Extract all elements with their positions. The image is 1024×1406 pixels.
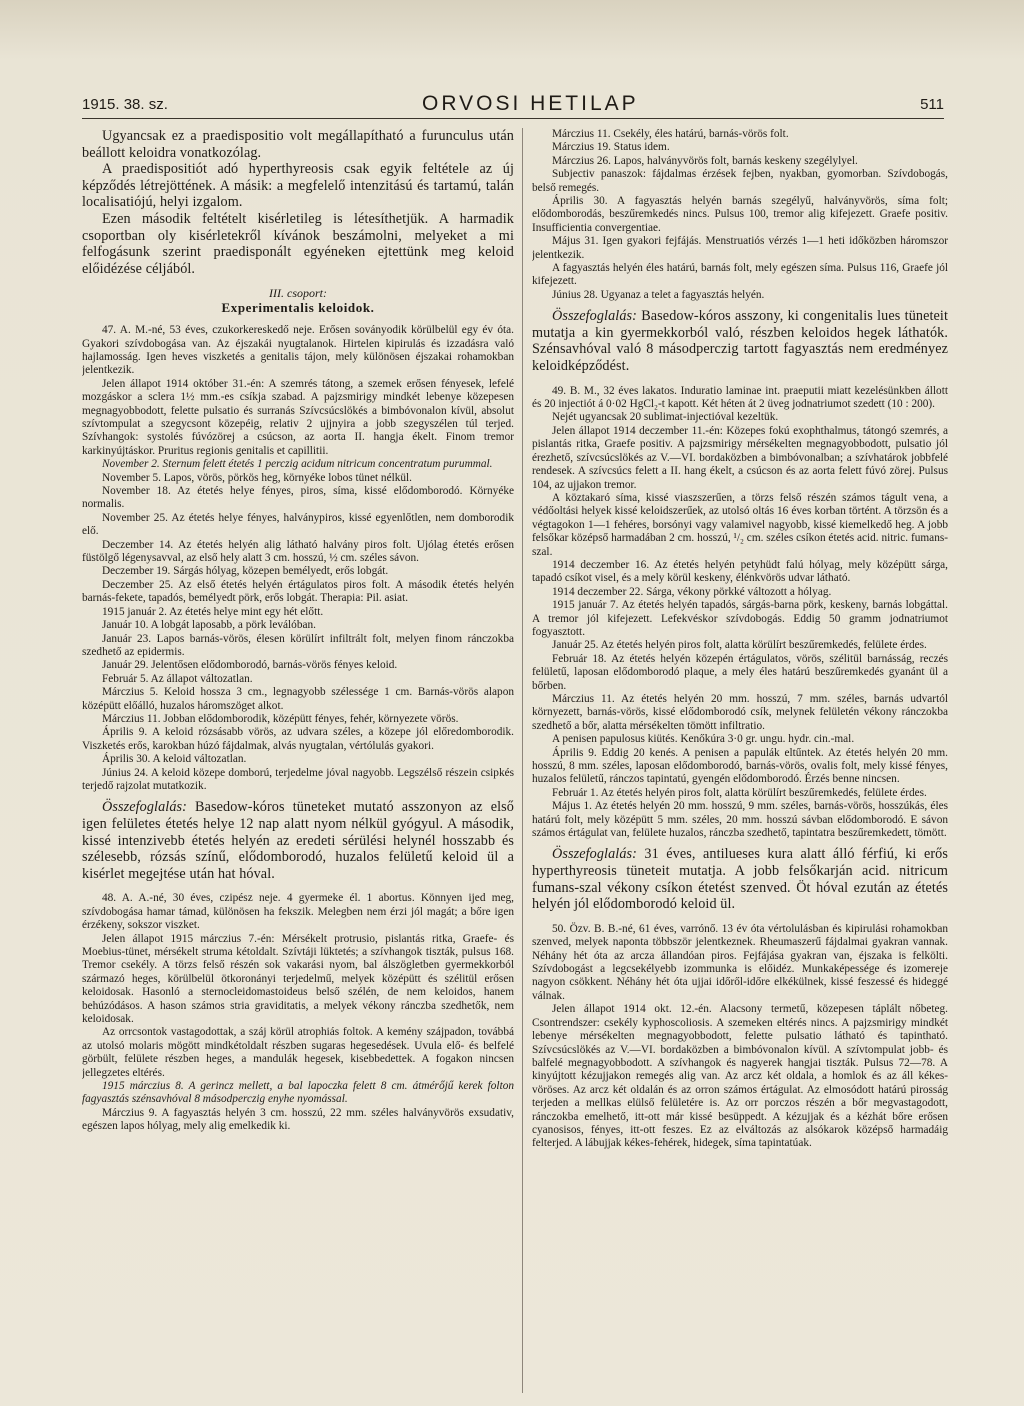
case-47-paragraph: November 2. Sternum felett étetés 1 perczig acidum nitricum concentratum purummal. (102, 458, 493, 471)
case-47-paragraph: Április 9. A keloid rózsásabb vörös, az udvara széles, a közepe jól előredomborodik. Viszketés erős, karokban húzó fájdalmak, alvás nyugtalan, vértólulás gyakori. (82, 726, 514, 752)
case-49-paragraph: Márczius 11. Az étetés helyén 20 mm. hosszú, 7 mm. széles, barnás udvartól környezett, barnás-vörös, kissé elődomborodó csík, melynek felületén vékony ránczokba szedhető a bőr, alatta mérsékelten tömött infiltratio. (532, 693, 948, 732)
case-47-paragraph: 1915 január 2. Az étetés helye mint egy hét előtt. (102, 605, 324, 618)
case-47-paragraph: Deczember 25. Az első étetés helyén értágulatos piros folt. A második étetés helyén barnás-fekete, tapadós, bemélyedt pörk, erős lobgát. Therapia: Pil. asiat. (82, 578, 514, 605)
case-48-cont-paragraph: Április 30. A fagyasztás helyén barnás szegélyű, halványvörös, síma folt; elődomborodás, beszűremkedés nincs. Pulsus 100, tremor alig kifejezett. Graefe positiv. Insufficientia convergentiae. (532, 195, 948, 234)
case-47-paragraph: 47. A. M.-né, 53 éves, czukorkereskedő neje. Erősen soványodik körülbelül egy év óta. Gyakori szívdobogása van. Az éjszakái nyugtalanok. Hirtelen kipirulás és izzadásra való hajlamosság. Igen heves viszketés a genitalis tájon, mely különösen éjszakai rohamokban jelentkezik. (82, 324, 514, 377)
case-48-cont-paragraph: Márczius 26. Lapos, halványvörös folt, barnás keskeny szegélylyel. (552, 154, 858, 167)
journal-title: ORVOSI HETILAP (422, 92, 639, 115)
summary-label: Összefoglalás: (552, 846, 637, 863)
column-divider (522, 128, 523, 1393)
summary-text: Basedow-kóros tüneteket mutató asszonyon az első igen felületes étetés helye 12 nap alatt nyom nélkül gyógyul. A második, kissé intenzivebb étetés helyén az eredeti sérülési helynél hosszabb és szélesebb, rózsás színű, elődomborodó, huzalos felületű keloid ül a kisérlet megejtése után hat hóval. (82, 799, 514, 882)
intro-paragraph: Ezen második feltételt kisérletileg is létesíthetjük. A harmadik csoportban oly kisérletekről kívánok beszámolni, melyeket a mi felfogásunk szerint praedisponált egyéneken ejtettünk meg keloid előidézése céljából. (82, 210, 514, 277)
case-47-paragraph: Április 30. A keloid változatlan. (102, 753, 247, 766)
case-49-paragraph: Január 25. Az étetés helyén piros folt, alatta körülírt beszűremkedés, felülete érdes. (552, 639, 927, 652)
case-47-paragraph: Január 29. Jelentősen elődomborodó, barnás-vörös fényes keloid. (102, 659, 398, 672)
case-48-paragraph: Az orrcsontok vastagodottak, a száj körül atrophiás foltok. A kemény szájpadon, továbbá az utolsó molaris mögött mindkétoldalt részben sugaras hegesedések. Uvula elő- és belfelé görbült, felülete részben heges, a mandulák hegesek, kisebbedettek. A fogakon nincsen jellegzetes eltérés. (82, 1026, 514, 1079)
case-47-paragraph: Márczius 11. Jobban elődomborodik, középütt fényes, fehér, környezete vörös. (102, 712, 459, 725)
case-48-paragraph: Márczius 9. A fagyasztás helyén 3 cm. hosszú, 22 mm. széles halványvörös exsudativ, egészen lapos hólyag, mely alig emelkedik ki. (82, 1106, 514, 1133)
case-48-paragraph: 48. A. A.-né, 30 éves, czipész neje. 4 gyermeke él. 1 abortus. Könnyen ijed meg, szívdobogása hamar támad, különösen ha fekszik. Melegben nem érzi jól magát; a bőre igen érzékeny, sokszor viszket. (82, 892, 514, 932)
case-50-paragraph: Jelen állapot 1914 okt. 12.-én. Alacsony termetű, közepesen táplált nőbeteg. Csontrendszer: csekély kyphoscoliosis. A szemeken eltérés nincs. A pajzsmirigy mindkét lebenye mérsékelten megnagyobbodott, felette pulsatio látható és tapintható. Szívcsúcslökés az V.—VI. bordaközben a bimbóvonalon kívül. A szívtompulat jobb- és balfelé megnagyobbodott. A szívhangok és nagyerek hangjai tiszták. Pulsus 72—78. A kinyújtott kézujjakon remegés alig van. Az arcz két oldala, a homlok és az áll kékes-vöröses. Az arcz két oldalán és az orron számos értágulat. Az elmosódott határú pirosság terjeden a mellkas elülső felületére is. Az orr porczos részén a bőr megvastagodott, ránczokba emelhető, itt-ott már kissé besüppedt. A kézujjak és a kézhát bőre erősen cyanosisos, fényes, itt-ott feszes. Ez az elváltozás az alsókarok középső harmadáig felterjed. A lábujjak kékes-fehérek, hidegek, síma tapintatúak. (532, 1003, 948, 1150)
case-47-paragraph: Január 10. A lobgát laposabb, a pörk leválóban. (102, 619, 316, 632)
summary-text: Basedow-kóros asszony, ki congenitalis lues tüneteit mutatja a kin gyermekkorból való, részben keloidos hegek láthatók. Szénsavhóval való 8 másodperczig tartott fagyasztás nem eredményez keloidképződést. (532, 308, 948, 375)
case-47-paragraph: Január 23. Lapos barnás-vörös, élesen körülírt infiltrált folt, melyen finom ránczokba szedhető az epidermis. (82, 632, 514, 658)
case-47-paragraph: Jelen állapot 1914 október 31.-én: A szemrés tátong, a szemek erősen fényesek, lefelé mozgáskor a sclera 1½ mm.-es csíkja szabad. A pajzsmirigy mindkét lebenye közepesen megnagyobbodott, felette pulsatio és surranás Szívcsúcslökés a bimbóvonalon kívül, absolut szívtompulat a szegycsont közepéig, relativ 2 ujjnyira a jobb szegyszélen túl terjed. Szívhangok: systolés fúvózörej a csúcson, az aorta II. hangja ékelt. Finom tremor karkinyújtáskor. Pruritus regionis genitalis et capillitii. (82, 377, 514, 457)
case-47-paragraph: November 25. Az étetés helye fényes, halványpiros, kissé egyenlőtlen, nem domborodik elő. (82, 511, 514, 538)
case-49-paragraph: Május 1. Az étetés helyén 20 mm. hosszú, 9 mm. széles, barnás-vörös, hosszúkás, éles határú folt, mely középütt 5 mm. széles, 20 mm. hosszú sávban elődomborodó. E sávon számos értágulat van, felülete huzalos, ránczba szedhető, tapintatra beszűremkedett, tömött. (532, 800, 948, 840)
case-49-paragraph: A penisen papulosus kiütés. Kenőkúra 3·0 gr. ungu. hydr. cin.-mal. (552, 733, 855, 746)
summary-47 (82, 799, 514, 882)
intro-paragraph: A praedispositiót adó hyperthyreosis csak egyik feltétele az új képződés létrejöttének. A másik: a megfelelő intenzitású és tartamú, talán localisatiójú, helyi izgalom. (82, 161, 514, 211)
section-title: Experimentalis keloidok. (221, 299, 375, 315)
case-47-paragraph: Deczember 14. Az étetés helyén alig látható halvány piros folt. Ujólag étetés erősen füstölgő légenysavval, az első hely alatt 3 cm. hosszú, ½ cm. széles sávon. (82, 538, 514, 565)
case-49-paragraph: Nejét ugyancsak 20 sublimat-injectióval kezeltük. (552, 411, 779, 424)
issue-label: 1915. 38. sz. (82, 96, 168, 113)
case-50-paragraph: 50. Özv. B. B.-né, 61 éves, varrónő. 13 év óta vértolulásban és kipirulási rohamokban szenved, melyek naponta többször jelentkeznek. Rheumaszerű fájdalmai gyakran vannak. Néhány hét óta az arcza állandóan piros. Fejfájása gyakran van, éjszaka is felkölti. Szívdobogást a legcsekélyebb izommunka is előidéz. Munkaképessége és izomereje nagyon csökkent. Néhány hét óta ujjai időről-időre elkékülnek, kissé feszessé és hideggé válnak. (532, 922, 948, 1002)
case-48-cont-paragraph: Június 28. Ugyanaz a telet a fagyasztás helyén. (552, 288, 765, 301)
page-number: 511 (920, 96, 944, 113)
running-header (82, 92, 944, 119)
case-48-paragraph: 1915 márczius 8. A gerincz mellett, a bal lapoczka felett 8 cm. átmérőjű kerek folton fagyasztás szénsavhóval 8 másodperczig enyhe nyomással. (82, 1080, 514, 1106)
case-48-cont-paragraph: Május 31. Igen gyakori fejfájás. Menstruatiós vérzés 1—1 heti időközben háromszor jelentkezik. (532, 235, 948, 261)
left-column (82, 128, 514, 1398)
case-47-paragraph: Márczius 5. Keloid hossza 3 cm., legnagyobb szélessége 1 cm. Barnás-vörös alapon középütt előálló, huzalos háromszöget alkot. (82, 686, 514, 712)
summary-text: 31 éves, antilueses kura alatt álló férfiú, ki erős hyperthyreosis tüneteit mutatja. A jobb felsőkarján acid. nitricum fumans-szal vékony csíkon étetést szenved. Öt hóval ezután az étetés helyén jól elődomborodó keloid ül. (532, 846, 948, 913)
section-label: III. csoport: (269, 286, 327, 301)
summary-label: Összefoglalás: (552, 308, 637, 325)
case-48-cont-paragraph: Márczius 19. Status idem. (552, 141, 670, 154)
case-49-paragraph: Február 18. Az étetés helyén közepén értágulatos, vörös, szélitül barnásság, reczés felületű, laposan elődomborodó plaque, a mely éles határú beszűremkedés gyanánt ül a bőrben. (532, 652, 948, 692)
case-48-cont-paragraph: Márczius 11. Csekély, éles határú, barnás-vörös folt. (552, 128, 789, 140)
case-48-paragraph: Jelen állapot 1915 márczius 7.-én: Mérsékelt protrusio, pislantás ritka, Graefe- és Moebius-tünet, mérsékelt struma kétoldalt. Szívtáji lüktetés; a szívhangok tiszták, pulsus 168. Tremor csekély. A törzs felső részén sok vakarási nyom, bal álszögletben gyermekkorból származó heges, körülbelül ötkoronányi terjedelmű, melyek középütt és szélitül erősen keloidosak. Hasonló a sternocleidomastoideus belső szélén, de nem keloidos, hanem behúzódásos. A hason számos stria graviditatis, a melyek vékony ránczba szedhetők, nem keloidosak. (82, 932, 514, 1025)
case-49-paragraph: Április 9. Eddig 20 kenés. A penisen a papulák eltűntek. Az étetés helyén 20 mm. hosszú, 8 mm. széles, laposan elődomborodó, barnás-vörös, ovalis folt, mely kissé fényes, huzalos felületű, ránczos tapintatú, gyengén elődomborodó. Érzés benne nincsen. (532, 746, 948, 786)
case-49-paragraph: A köztakaró síma, kissé viaszszerűen, a törzs felső részén számos tágult vena, a védőoltási helyek kissé keloidszerűek, az utolsó oltás 16 éves korban történt. A törzsön és a végtagokon 1—1 fehéres, borsónyi vagy valamivel nagyobb, kissé kiemelkedő heg. A jobb felsőkar középső harmadában 2 cm. hosszú, ¹/₂ cm. széles csíkon étetés acid. nitric. fumans-szal. (532, 491, 948, 558)
case-47-paragraph: Deczember 19. Sárgás hólyag, közepen bemélyedt, erős lobgát. (102, 565, 389, 578)
summary-label: Összefoglalás: (102, 799, 187, 816)
case-48-cont-paragraph: Subjectiv panaszok: fájdalmas érzések fejben, nyakban, gyomorban. Szívdobogás, belső remegés. (532, 168, 948, 194)
summary-48 (532, 308, 948, 374)
case-47-paragraph: November 18. Az étetés helye fényes, piros, síma, kissé elődomborodó. Környéke normalis. (82, 485, 514, 511)
case-49-paragraph: 1915 január 7. Az étetés helyén tapadós, sárgás-barna pörk, keskeny, barnás lobgáttal. A tremor jól kifejezett. Lefekvéskor szívdobogás. Eddig 50 gramm jodnatriumot fogyasztott. (532, 599, 948, 638)
case-47-paragraph: November 5. Lapos, vörös, pörkös heg, környéke lobos tünet nélkül. (102, 471, 412, 484)
case-47-paragraph: Június 24. A keloid közepe domború, terjedelme jóval nagyobb. Legszélső részein csipkés terjedő rajzolat mutatkozik. (82, 766, 514, 792)
case-49-paragraph: Február 1. Az étetés helyén piros folt, alatta körülírt beszűremkedés, felülete érdes. (552, 786, 927, 799)
right-column (532, 128, 948, 1398)
case-49-paragraph: 1914 deczember 16. Az étetés helyén petyhüdt falú hólyag, mely középütt sárga, tapadó csíkot visel, és a mely körül keskeny, élénkvörös udvar látható. (532, 558, 948, 585)
intro-paragraph: Ugyancsak ez a praedispositio volt megállapítható a furunculus után beállott keloidra vonatkozólag. (82, 128, 514, 161)
case-49-paragraph: 1914 deczember 22. Sárga, vékony pörkké változott a hólyag. (552, 585, 832, 598)
case-49-paragraph: 49. B. M., 32 éves lakatos. Induratio laminae int. praeputii miatt kezelésünkben állott és 20 injectiót á 0·02 HgCl₂-t kapott. Két héten át 2 üveg jodnatriumot szedett (10 : 200). (532, 384, 948, 411)
case-48-cont-paragraph: A fagyasztás helyén éles határú, barnás folt, mely egészen síma. Pulsus 116, Graefe jól kifejezett. (532, 262, 948, 288)
case-49-paragraph: Jelen állapot 1914 deczember 11.-én: Közepes fokú exophthalmus, tátongó szemrés, a pislantás ritka, Graefe positiv. A pajzsmirigy mérsékelten megnagyobbodott, pulsatio jól érezhető, szívcsúcslökés az V.—VI. bordaközben a bimbóvonalban; a szívhatárok jobbfelé rendesek. A szívcsúcs felett a II. hang ékelt, a csúcson és az aorta felett fúvó zörej. Pulsus 104, az ujjakon tremor. (532, 424, 948, 491)
summary-49 (532, 846, 948, 912)
case-47-paragraph: Február 5. Az állapot változatlan. (102, 672, 253, 685)
